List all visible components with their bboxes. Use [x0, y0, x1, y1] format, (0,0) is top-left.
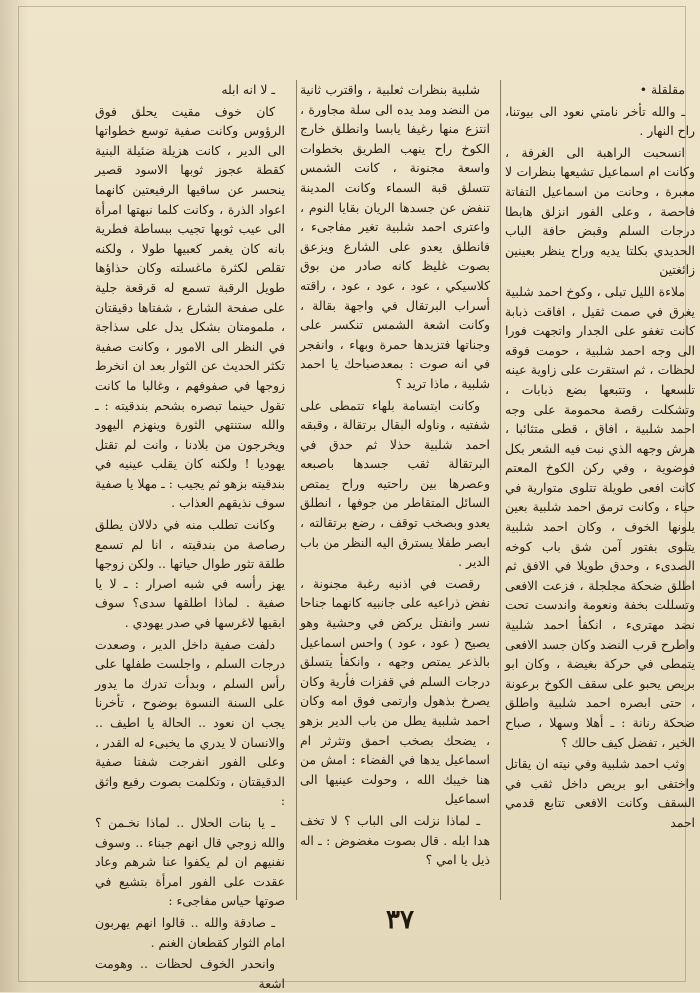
paragraph: وثب احمد شلبية وفي نيته ان يقاتل واختفى ابو بريص داخل ثقب في السقف وكانت الافعى تتابع قدمي احمد	[505, 756, 695, 830]
text-column-left	[95, 80, 285, 991]
paragraph: وكانت تطلب منه في دلالان يطلق رصاصة من بندقيته ، انا لم تسمع طلقة تثور طوال حياتها .. ولكن زوجها يهز رأسه في شبه اصرار : ـ لا يا صفية . لماذا اطلقها سدى؟ سوف ابقيها لاغرسها في صدر يهودي .	[95, 517, 285, 631]
paragraph: رقصت في اذنيه رغبة مجنونة ، نفض ذراعيه على جانبيه كانهما جناحا نسر وانفتل يركض في وحشية وهو يصيح ( عود ، عود ) واحس اسماعيل بالذعر يمتص وجهه ، وانكفأ يتسلق درجات السلم في قفزات فأرية وكان يصرخ بذهول وارتمى فوق امه وكان احمد شلبية يطل من باب الدير بزهو ، يضحك بصخب احمق وتثرثر ام اسماعيل يدها في الفضاء : امش من هنا خيبك الله ، وحولت عينيها الى اسماعيل	[300, 575, 490, 807]
text-column-right	[505, 80, 695, 900]
column-divider	[296, 80, 297, 900]
page-number: ٣٧	[386, 905, 414, 935]
paragraph: ـ صادقة والله .. قالوا انهم يهربون امام الثوار كقطعان الغنم .	[95, 914, 285, 950]
paragraph: وكانت ابتسامة بلهاء تتمطى على شفتيه ، وناوله البقال برتقالة ، وقبقه احمد شلبية حذلا ثم حدق في البرتقالة ثقب جسدها باصبعه وعصرها بين راحتيه وراح يمتص السائل المتقاطر من جوفها ، انطلق يعدو وبصخب توقف ، رضع برتقالته ، ابصر طفلا يسترق اليه النظر من باب الدير .	[300, 397, 490, 570]
paragraph: ملاءة الليل تبلى ، وكوخ احمد شلبية يغرق في صمت ثقيل ، افاقت ذبابة كانت تغفو على الجدار واتجهت فورا الى وجه احمد شلبية ، حومت فوقه لحظات ، ثم استقرت على زاوية عينه تلسعها ، وتتبعها بضع ذبابات ، وتشكلت رقصة محمومة على وجه احمد شلبية ، افاق ، قطى متثائبا ، هرش وجهه الذي نبت فيه الشعر بكل فوضوية ، وفي ركن الكوخ المعتم كانت افعى طويلة تتلوى متوارية في حياء ، وكانت ترمق احمد شلبية بعين يلونها الخوف ، وكان احمد شلبية يتلوى بفتور آمن شق باب كوخه الصدىء ، وحدق طويلا في الافق ثم اطلق ضحكة مجلجلة ، فزعت الافعى وتسللت بخفة ونعومة واندست تحت نضد مهترىء ، انكفأ احمد شلبية واطرح قرب النضد وكان جسد الافعى يتمطى في حركة بغيضة ، وكان ابو بريص يحبو على سقف الكوخ برعونة ، حتى ابصره احمد شلبية واطلق ضحكة رنانة : ـ أهلا وسهلا ، صباح الخير ، تفضل كيف حالك ؟	[505, 283, 695, 750]
paragraph: ـ لماذا نزلت الى الباب ؟ لا تخف هدا ابله . قال بصوت مغضوض : ـ اله ذيل يا امي ؟	[300, 812, 490, 868]
paragraph: انسحبت الراهبة الى الغرفة ، وكانت ام اسماعيل تشيعها بنظرات لا معبرة ، وحانت من اسماعيل التفاتة فاحصة ، وعلى الفور انزلق هابطا درجات السلم وقبض حافة الباب الحديدي بكلتا يديه وراح ينظر بعينين زائغتين	[505, 144, 695, 278]
paragraph: ـ لا انه ابله	[221, 82, 275, 97]
paragraph: ـ والله تأخر نامتي نعود الى بيوتنا، راح النهار .	[505, 103, 695, 139]
paragraph: شلبية بنظرات ثعلبية ، واقترب ثانية من النضد ومد يده الى سلة مجاورة ، انتزع منها رغيفا يابسا وانطلق خارج الكوخ راح ينهب الطريق بخطوات واسعة مجنونة ، كانت الشمس تتسلق قبة السماء وكانت المدينة تنفض عن جسدها الريان بقايا النوم ، واعترى احمد شلبية تغير مفاجىء ، فانطلق يعدو على الشارع ويزعق بصوت غليظ كانه صادر من بوق كلاسيكي ، عود ، عود ، عود ، راقته أسراب البرتقال في واجهة بقالة ، وكانت اشعة الشمس تنكسر على وجناتها فتزيدها حمرة وبهاء ، وانفجر في انه صوت : بمعدصباحك يا احمد شلبية ، ماذا تريد ؟	[300, 82, 490, 391]
paragraph: كان خوف مقيت يحلق فوق الرؤوس وكانت صفية توسع خطواتها الى الدير ، كانت هزيلة ضئيلة البنية كقطة عجوز ثوبها الاسود قصير ينحسر عن ساقيها الرفيعتين كانهما اعواد الذرة ، وكانت كلما نبهتها امرأة الى عيب ثوبها تجيب ببساطة فطرية بانه كان يغمر كعبيها طولا ، ولكنه تقلص لكثرة ماغسلته وكان حذاؤها طويل الرقبة تسمع له قرقعة جلية على صفحة الشارع ، شفتاها دقيقتان ، ملمومتان بشكل يدل على سذاجة في النظر الى الامور ، وكانت صفية تكثر الحديث عن الثوار بعد ان انخرط زوجها في صفوفهم ، وغالبا ما كانت تقول حينما تبصره بشحم بندقيته : ـ والله ستنتهي الثورة وينهزم اليهود ويخرجون من بلادنا ، وانت لم تقتل يهوديا ! ولكنه كان يقلب عينيه في بندقيته بزهو ثم يجيب : ـ مهلا يا صفية سوف نذيقهم العذاب .	[95, 103, 285, 511]
paragraph: وانحدر الخوف لحظات .. وهومت اشعة	[95, 956, 285, 991]
column-divider	[500, 80, 501, 900]
text-column-middle	[300, 80, 490, 900]
paragraph: مقلقلة •	[639, 82, 685, 97]
paragraph: ـ يا بنات الحلال .. لماذا نخـمن ؟ والله زوجي قال انهم جبناء .. وسوف نفنيهم ان لم يكفوا عنا شرهم وعاد عقدت على الفور امرأة بتشيع في صوتها حياس مفاجىء :	[95, 814, 285, 909]
paragraph: دلفت صفية داخل الدير ، وصعدت درجات السلم ، واجلست طفلها على رأس السلم ، وبدأت تدرك ما يدور على السنة النسوة بوضوح ، تأخرنا يجب ان نعود .. الحالة يا اطيف .. والانسان لا يدري ما يخبىء له القدر ، وعلى الفور انفرجت شفتا صفية الدقيقتان ، وتكلمت بصوت رفيع واثق :	[95, 636, 285, 809]
